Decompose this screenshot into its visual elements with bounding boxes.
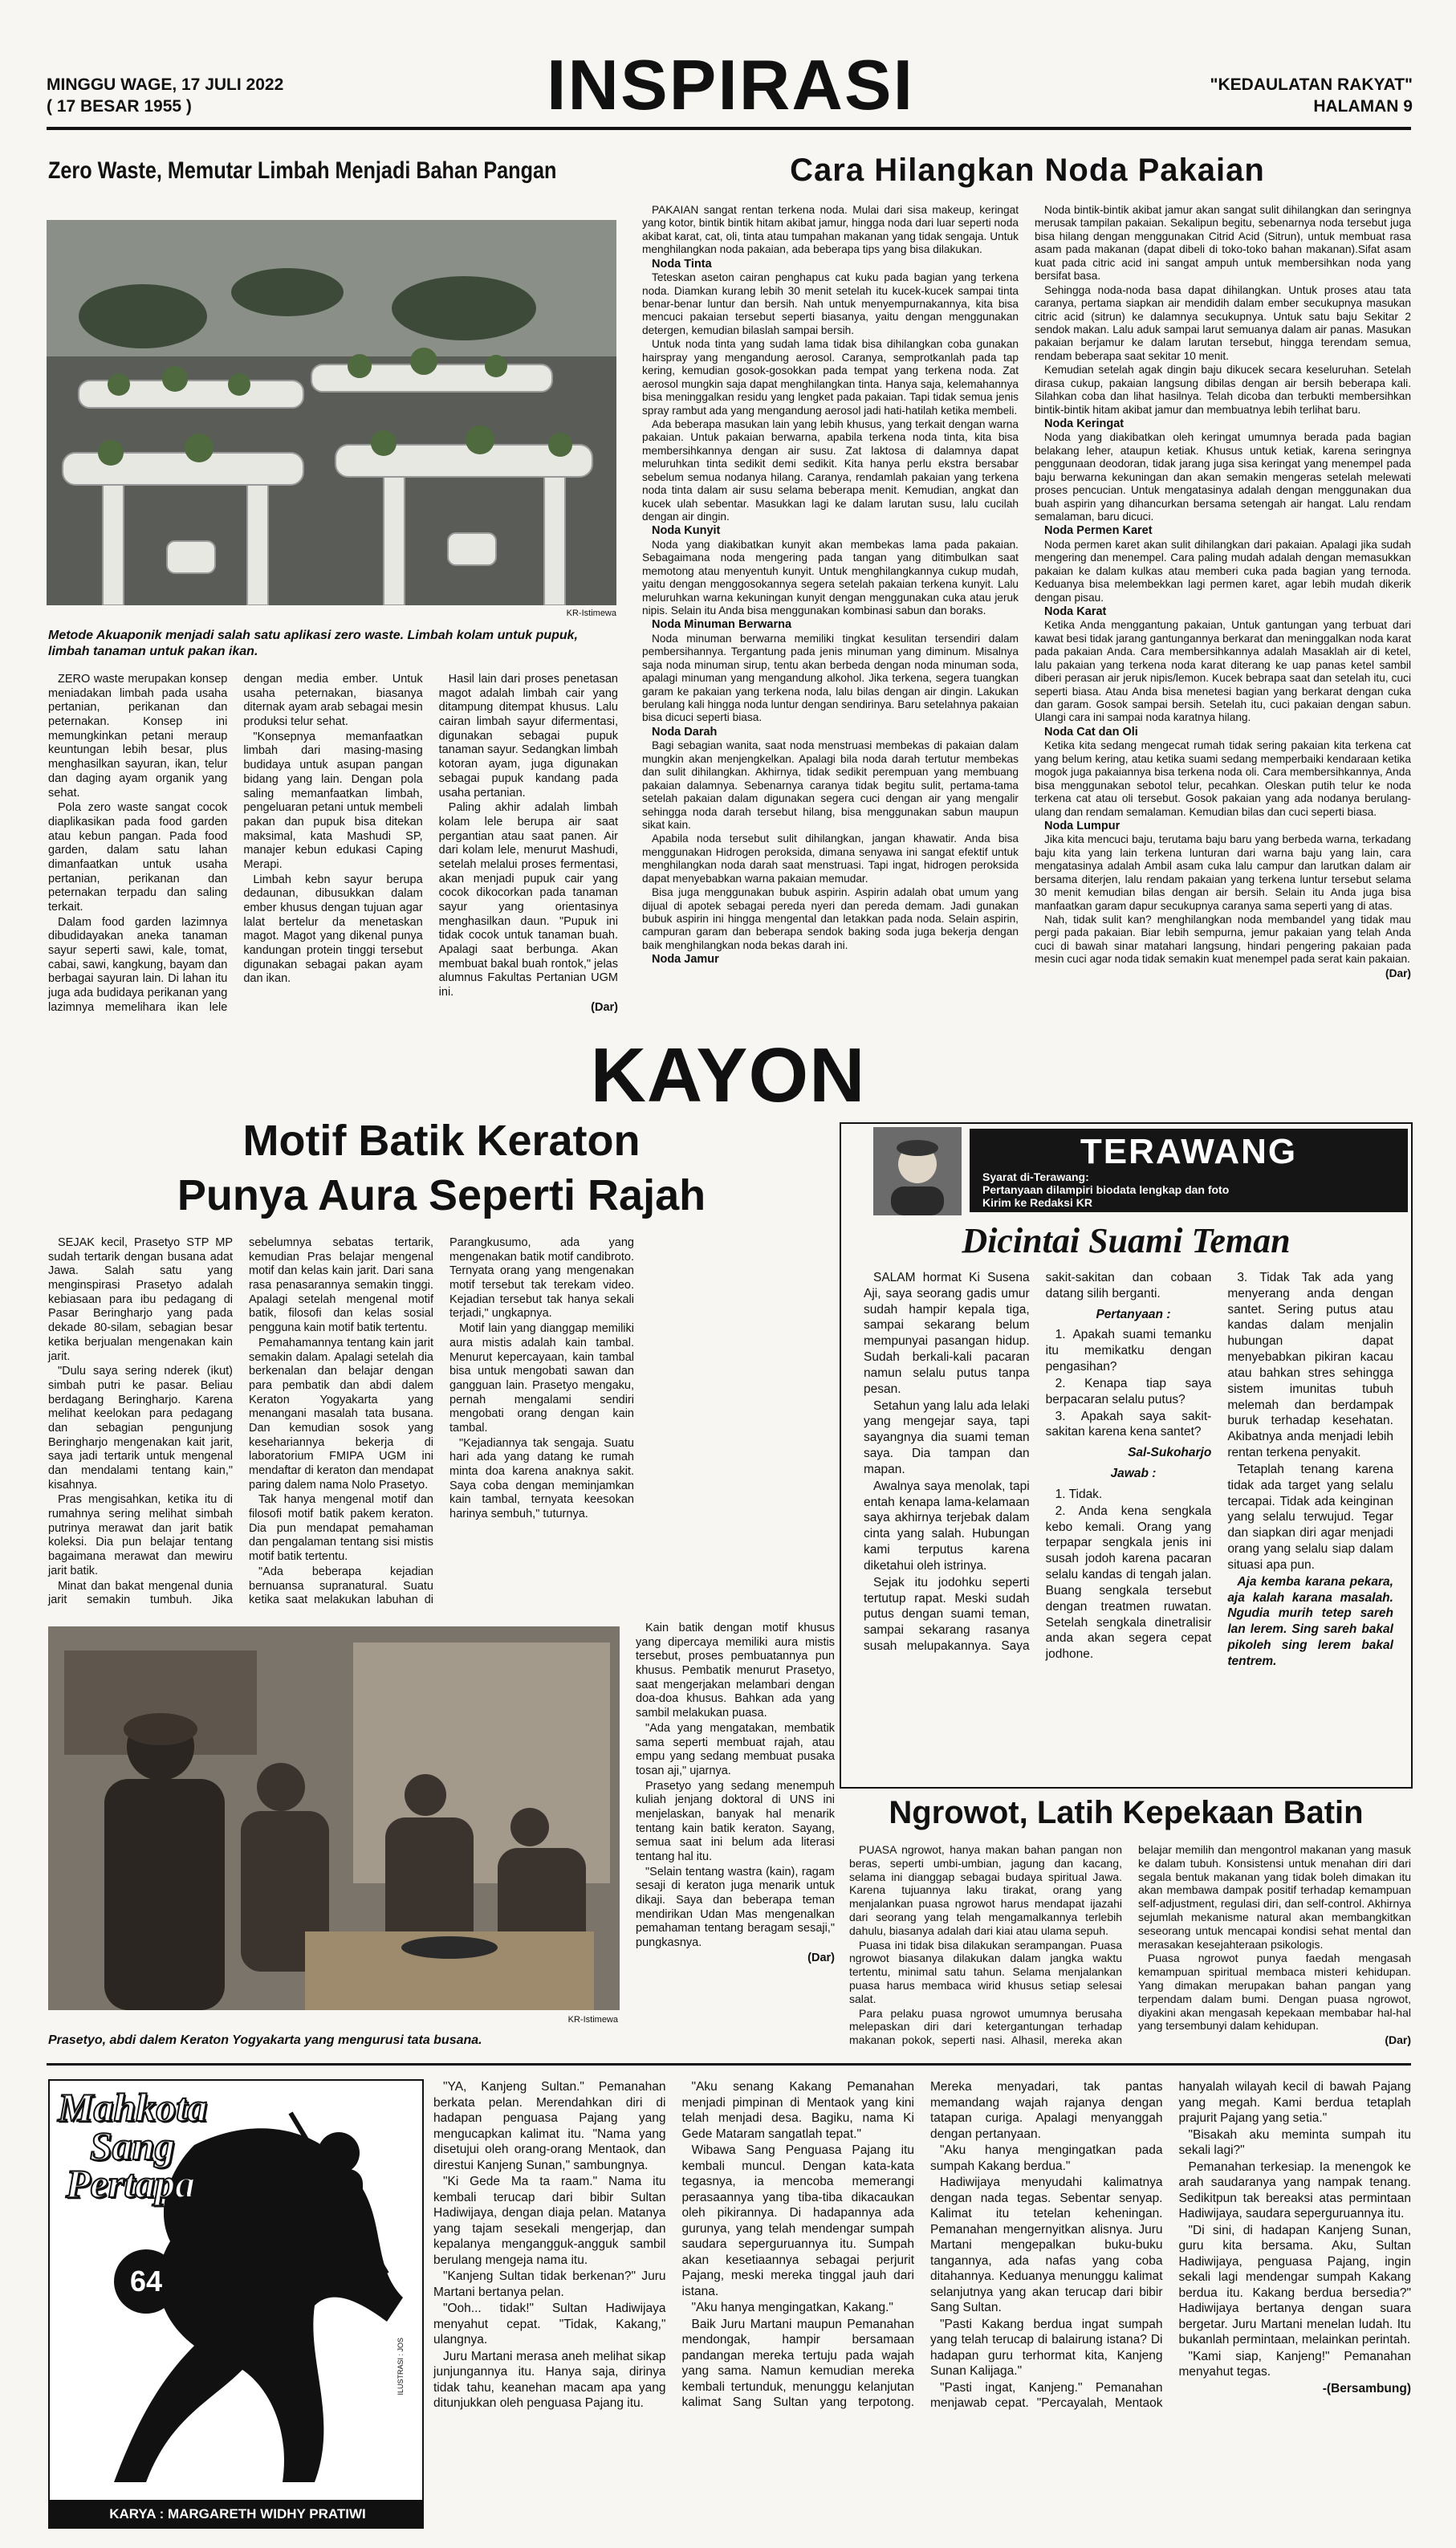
kayon-para: Minat dan bakat mengenal dunia jarit semakin tumbuh. Jika sebelumnya sebatas tertarik, kemudian Pras belajar mengenal motif dan kelas kain jarit. Dari sana rasa penasarannya semakin tinggi. Apalagi setelah mengenal motif batik, filosofi dan kelas sosial pengguna kain motif batik tertentu. xyxy=(48,1236,433,1607)
zero-para: Dalam food garden lazimnya dibudidayakan aneka tanaman sayur seperti sawi, kale, tomat, cabai, sawi, kangkung, bayam dan berbagai sayuran lain. Di lahan itu juga ada budidaya perikanan yang lazimnya memelihara ikan lele dengan media ember. Untuk usaha peternakan, biasanya diternak ayam arab sebagai mesin produksi telur sehat. xyxy=(48,673,423,1014)
ngrowot-para: Para pelaku puasa ngrowot umumnya berusaha melepaskan diri dari ketergantungan terhadap makanan pokok, seperti nasi. Alhasil, mereka akan belajar memilih dan mengontrol makanan yang masuk ke dalam tubuh. Konsistensi untuk menahan diri dari segala bentuk makanan yang tidak boleh dimakan itu akan membawa dampak positif terhadap kemampuan self-adjustment, regulasi diri, dan self-control. Akhirnya sejumlah mekanisme natural akan membangkitkan seseorang untuk mencapai kondisi sehat mental dan merasakan kesejahteraan psikologis. xyxy=(849,1843,1411,2047)
noda-intro: PAKAIAN sangat rentan terkena noda. Mulai dari sisa makeup, keringat yang kotor, bintik bintik hitam akibat jamur, hingga noda dari luar seperti noda akibat karat, cat, oli, tinta atau tumpahan makanan yang tidak sengaja. Untuk menghilangkan noda pakaian, ada beberapa tips yang bisa dilakukan. xyxy=(642,204,1019,256)
ngrowot-para: PUASA ngrowot, hanya makan bahan pangan non beras, seperti umbi-umbian, jagung dan kacang, selama ini dianggap sebagai budaya spiritual Jawa. Karena tujuannya laku tirakat, orang yang menjalankan puasa ngrowot harus mendapat ijazahi dari seorang yang telah mengamalkannya terlebih dahulu, biasanya adalah dari kiai atau ulama sepuh. xyxy=(849,1843,1122,1937)
zero-waste-title: Zero Waste, Memutar Limbah Menjadi Bahan Pangan xyxy=(48,157,557,184)
zero-para: ZERO waste merupakan konsep meniadakan limbah pada usaha pertanian, perikanan dan peternakan. Konsep ini memungkinkan petani meraup keuntungan lebih besar, plus menghasilkan sayuran, ikan, telur dan daging ayam organik yang sehat. xyxy=(48,673,228,800)
terawang-quote: Aja kemba karana pekara, aja kalah karana masalah. Ngudia murih tetep sareh lan lerem. Sing sareh bakal pikoleh sing lerem bakal tentrem. xyxy=(1227,1574,1393,1668)
kayon-photo-caption: Prasetyo, abdi dalem Keraton Yogyakarta yang mengurusi tata busana. xyxy=(48,2033,482,2047)
mahkota-para: "Bisakah aku meminta sumpah itu sekali lagi?" xyxy=(1178,2127,1411,2158)
aquaponic-illustration xyxy=(47,220,616,605)
noda-para: Untuk noda tinta yang sudah lama tidak bisa dihilangkan coba gunakan hairspray yang mengandung aerosol. Caranya, semprotkanlah pada tap kering, kemudian gosok-gosokkan pada tempat yang terkena noda. Zat aerosol mungkin saja dapat menghilangkan tinta. Hanya saja, kelemahannya bisa meninggalkan residu yang lengket pada pakaian. Tapi tidak semua jenis spray rambut ada yang mengandung aerosol jadi hati-hatilah ketika membeli. xyxy=(642,338,1019,417)
masthead-paper: "KEDAULATAN RAKYAT" HALAMAN 9 xyxy=(1210,75,1413,116)
ngrowot-title: Ngrowot, Latih Kepekaan Batin xyxy=(889,1795,1364,1830)
noda-para: Noda bintik-bintik akibat jamur akan sangat sulit dihilangkan dan seringnya merusak tampilan pakaian. Sekalipun begitu, sebenarnya noda tersebut juga bisa hilang dengan menggunakan Citrid Acid (Sitrun), untuk membuat rasa asam pada makanan (dapat dibeli di toko-toko bahan makanan).Sifat asam kuat pada citric acid ini sangat ampuh untuk membersihkan noda yang bersifat basa. xyxy=(1035,204,1411,283)
kayon-para: Kain batik dengan motif khusus yang dipercaya memiliki aura mistis tersebut, proses pembuatannya pun khusus. Pembatik menurut Prasetyo, saat mengerjakan melambari dengan doa-doa khusus. Bahkan ada yang sambil melakukan puasa. xyxy=(636,1622,835,1720)
terawang-syarat: Syarat di-Terawang: xyxy=(982,1170,1089,1184)
mahkota-para: "Aku hanya mengingatkan pada sumpah Kakang berdua." xyxy=(930,2143,1163,2173)
noda-title: Cara Hilangkan Noda Pakaian xyxy=(790,153,1265,188)
ngrowot-body xyxy=(849,1843,1411,2052)
kayon-title-2: Punya Aura Seperti Rajah xyxy=(177,1171,706,1219)
mahkota-para: Baik Juru Martani maupun Pemanahan mendongak, hampir bersamaan pandangan mereka tertuju pada wajah yang sama. Namun kemudian mereka kembali tertunduk, menunggu kelanjutan kalimat Sang Sultan yang terpotong. Mereka menyadari, tak pantas memandang wajah rajanya dengan tatapan curiga. Apalagi menyanggah dengan pertanyaan. xyxy=(681,2080,1163,2410)
zero-para: Hasil lain dari proses penetasan magot adalah limbah cair yang ditampung ditempat khusus. Lalu cairan limbah sayur difermentasi, digunakan sebagai pupuk tanaman sayur. Sedangkan limbah kotoran ayam, juga digunakan sebagai pupuk kandang pada usaha pertanian. xyxy=(438,673,618,800)
penanya: Sal-Sukoharjo xyxy=(1128,1446,1212,1460)
mahkota-para: Wibawa Sang Penguasa Pajang itu kembali muncul. Dengan kata-kata tegasnya, ia mencoba memerangi perasaannya yang tiba-tiba dikacaukan oleh pikirannya. Di hadapannya ada gurunya, yang telah mendengar sumpah saudara seperguruannya itu. Sumpah akan kesetiaannya sebagai perjurit Pajang, meski mereka tinggal jauh dari istana. xyxy=(681,2143,914,2298)
kayon-para: Prasetyo yang sedang menempuh kuliah jenjang doktoral di UNS ini menjelaskan, banyak hal menarik tentang kain batik keraton. Sayang, semua saat ini belum ada literasi tentang hal itu. xyxy=(636,1779,835,1863)
jawab-item: 2. Anda kena sengkala kebo kemali. Orang yang terpapar sengkala jenis ini susah jodoh karena pacaran selalu kandas di tengah jalan. Buang sengkala tersebut dengan treatmen ruwatan. Setelah sengkala dinetralisir anda akan segera cepat jodhone. xyxy=(1045,1504,1212,1662)
pertanyaan-item: 3. Apakah saya sakit-sakitan karena kena santet? xyxy=(1045,1409,1212,1439)
divider-bottom xyxy=(47,2063,1411,2066)
kayon-para: "Ada yang mengatakan, membatik sama seperti membuat rajah, atau empu yang sedang membuat pusaka tosan aji," ujarnya. xyxy=(636,1721,835,1777)
noda-para: Nah, tidak sulit kan? menghilangkan noda membandel yang tidak mau pergi pada pakaian. Biar lebih sempurna, jemur pakaian yang telah Anda cuci di bawah sinar matahari langsung, hindari pengering pakaian pada mesin cuci agar noda tidak semakin kuat menempel pada serat kain pakaian. xyxy=(1035,913,1411,966)
terawang-subtitle: Dicintai Suami Teman xyxy=(962,1221,1291,1260)
zero-para: "Konsepnya memanfaatkan limbah dari masing-masing budidaya untuk asupan pangan bidang yang lain. Dengan pola saling memanfaatkan limbah, pengeluaran petani untuk membeli pakan dan pupuk bisa ditekan maksimal, kata Mashudi SP, manajer kebun edukasi Caping Merapi. xyxy=(243,730,423,871)
noda-para: Noda yang diakibatkan kunyit akan membekas lama pada pakaian. Sebagaimana noda mengering pada tangan yang ditimbulkan saat memotong atau menyentuh kunyit. Untuk menghilangkannya cukup mudah, yaitu dengan menggosokannya segera setelah pakaian terkena kunyit. Lalu meluruhkan warna kekuningan kunyit dengan menggunakan cuka atau jeruk nipis. Selain itu Anda bisa menggunakan kombinasi sabun dan boraks. xyxy=(642,538,1019,617)
pertanyaan-item: 2. Kenapa tiap saya berpacaran selalu putus? xyxy=(1045,1376,1212,1406)
terawang-title: TERAWANG xyxy=(1080,1132,1298,1171)
noda-para: Noda permen karet akan sulit dihilangkan dari pakaian. Apalagi jika sudah mengering dan menempel. Cara paling mudah adalah dengan memasukkan pakaian ke dalam kulkas atau memberi cuka pada bagian yang ternoda. Keduanya bisa melembekkan lagi permen karet, agar lebih mudah dikerik dengan pisau. xyxy=(1035,538,1411,604)
mahkota-para: Juru Martani merasa aneh melihat sikap junjungannya itu. Hanya saja, dirinya tidak tahu, keanehan macam apa yang ditunjukkan oleh penguasa Pajang itu. xyxy=(433,2349,666,2411)
noda-heading: Noda Keringat xyxy=(1044,417,1125,430)
ngrowot-signature: (Dar) xyxy=(1385,2033,1411,2047)
zero-photo-credit: KR-Istimewa xyxy=(566,609,616,618)
terawang-banner xyxy=(970,1129,1408,1212)
person-icon xyxy=(873,1127,962,1215)
mahkota-para: "Pasti ingat, Kanjeng." Pemanahan menjawab cepat. "Percayalah, Mentaok hanyalah wilayah kecil di bawah Pajang yang megah. Kami berdua tetaplah prajurit Pajang yang setia." xyxy=(930,2080,1411,2411)
noda-para: Sehingga noda-noda basa dapat dihilangkan. Untuk proses atau tata caranya, pertama siapkan air mendidih dalam ember secukupnya masukan citric acid (sitrun) ke dalamnya secukupnya. Untuk satu baju Sekitar 2 sendok makan. Lalu aduk sampai larut semuanya dalam air panas. Masukan pakaian berjamur ke dalam larutan tersebut, hingga terendam semua, rendam beberapa saat sekitar 10 menit. xyxy=(1035,283,1411,362)
mahkota-para: "YA, Kanjeng Sultan." Pemanahan berkata pelan. Merendahkan diri di hadapan penguasa Pajang yang mengucapkan kalimat itu. "Nama yang disetujui oleh orang-orang Mentaok, dan direstui Kanjeng Sunan," sambungnya. xyxy=(433,2080,666,2172)
mahkota-para: "Kami siap, Kanjeng!" Pemanahan menyahut tegas. xyxy=(1178,2349,1411,2379)
mahkota-para: "Pasti Kakang berdua ingat sumpah yang telah terucap di balairung istana? Di hadapan guru terhormat kita, Kanjeng Sunan Kalijaga." xyxy=(930,2317,1163,2379)
zero-waste-body xyxy=(48,673,618,1074)
zero-para: Limbah kebn sayur berupa dedaunan, dibusukkan dalam ember khusus dengan tujuan agar lalat bertelur da menetaskan magot. Magot yang dikenal punya kandungan protein tinggi tersebut digunakan sebagai pakan ayam dan ikan. xyxy=(243,873,423,986)
masthead-rule xyxy=(47,127,1411,130)
noda-para: Ada beberapa masukan lain yang lebih khusus, yang terkait dengan warna pakaian. Untuk pakaian berwarna, apabila terkena noda tinta, kita bisa membersihkannya dengan air susu. Zat laktosa di dalamnya dapat meluruhkan tinta sedikit demi sedikit. Kita hanya perlu ekstra bersabar sebelum semua nodanya hilang. Caranya, rendamlah pakaian yang terkena noda tinta dalam air susu selama beberapa menit. Kemudian, angkat dan kucek ulah sebentar. Masukkan lagi ke dalam larutan susu, lalu cucilah dengan air dingin. xyxy=(642,417,1019,523)
jawab-heading: Jawab : xyxy=(1110,1467,1157,1481)
ngrowot-para: Puasa ini tidak bisa dilakukan serampangan. Puasa ngrowot biasanya dilakukan dalam jangka waktu tertentu, minimal satu tahun. Selama menjalankan puasa harus membaca wirid khusus setiap selesai salat. xyxy=(849,1938,1122,2005)
noda-signature: (Dar) xyxy=(1385,967,1411,979)
zero-para: Paling akhir adalah limbah kolam lele berupa air saat pergantian atau saat panen. Air dari kolam lele, menurut Mashudi, setelah melalui proses fermentasi, akan menjadi pupuk cair yang cocok dikocorkan pada tanaman sayur yang orientasinya menghasilkan daun. "Pupuk ini tidak cocok untuk tanaman buah. Apalagi saat berbunga. Akan membuat bakal buah rontok," jelas alumnus Fakultas Pertanian UGM ini. xyxy=(438,801,618,999)
noda-heading: Noda Cat dan Oli xyxy=(1044,725,1138,739)
jawab-item: Tetaplah tenang karena tidak ada target yang selalu tercapai. Tidak ada keinginan yang selalu terwujud. Tegar dan siapkan diri agar menjadi orang yang selalu siap dalam situasi apa pun. xyxy=(1227,1462,1393,1572)
kayon-title-1: Motif Batik Keraton xyxy=(242,1117,641,1165)
kayon-section: KAYON xyxy=(590,1032,866,1118)
episode-number: 64 xyxy=(129,2265,163,2298)
noda-para: Teteskan aseton cairan penghapus cat kuku pada bagian yang terkena noda. Diamkan kurang lebih 30 menit setelah itu kucek-kucek sampai tinta benar-benar luntur dan bersih. Nah untuk menyempurnakannya, kita bisa mencuci pakaian tersebut seperti biasanya, yaitu dengan menggunakan detergen, kemudian bilaslah sampai bersih. xyxy=(642,271,1019,336)
terawang-box xyxy=(840,1122,1413,1789)
noda-heading: Noda Permen Karet xyxy=(1044,524,1153,538)
masthead-date: MINGGU WAGE, 17 JULI 2022 ( 17 BESAR 1955 ) xyxy=(47,75,284,116)
mahkota-title: Mahkota Sang Pertapa xyxy=(58,2085,208,2206)
mahkota-para: "Aku hanya mengingatkan, Kakang." xyxy=(691,2301,893,2315)
noda-heading: Noda Darah xyxy=(652,725,718,739)
noda-heading: Noda Karat xyxy=(1044,605,1107,619)
noda-para: Apabila noda tersebut sulit dihilangkan, jangan khawatir. Anda bisa menggunakan Hidrogen peroksida, dimana senyawa ini sangat efektif untuk menghilangkan noda darah saat menstruasi. Tapi ingat, hidrogen peroksida dapat menyebabkan warna pakaian memudar. xyxy=(642,832,1019,885)
pertanyaan-heading: Pertanyaan : xyxy=(1096,1307,1171,1321)
kayon-para: "Kejadiannya tak sengaja. Suatu hari ada yang datang ke rumah minta doa karena anaknya sakit. Saya coba dengan meminjamkan kain tambal, ternyata keesokan harinya sembuh," tuturnya. xyxy=(449,1436,634,1521)
terawang-syarat-2: Pertanyaan dilampiri biodata lengkap dan foto xyxy=(982,1183,1230,1197)
noda-heading: Noda Kunyit xyxy=(652,524,721,538)
kayon-para: Pemahamannya tentang kain jarit semakin dalam. Apalagi setelah dia berkenalan dan belajar dengan para pembatik dan abdi dalem Keraton Yogyakarta yang menangani masalah tata busana. Dan kemudian sosok yang kesehariannya bekerja di laboratorium FMIPA UGM ini mendaftar di keraton dan mendapat paring dalem nama Nolo Prasetyo. xyxy=(249,1336,433,1492)
kayon-para: Tak hanya mengenal motif dan filosofi motif batik pakem keraton. Dia pun mendapat pemahaman dan pengalaman tentang sisi mistis motif batik tertentu. xyxy=(249,1493,433,1564)
kayon-para: "Selain tentang wastra (kain), ragam sesaji di keraton juga menarik untuk dikaji. Saya dan beberapa teman mendirikan Udan Mas mengenalkan pemahaman tentang beragam sesaji," pungkasnya. xyxy=(636,1865,835,1950)
kayon-body-top xyxy=(48,1236,835,1617)
mahkota-body xyxy=(433,2079,1411,2537)
kayon-body-right xyxy=(636,1622,835,2055)
mahkota-para: "Di sini, di hadapan Kanjeng Sunan, guru kita bersama. Aku, Sultan Hadiwijaya, penguasa Pajang, ingin sekali lagi mendengar sumpah Kakang berdua itu. Kakang berdua bersedia?" Hadiwijaya bertanya dengan suara bergetar. Juru Martani menelan ludah. Itu bukanlah permintaan, melainkan perintah. xyxy=(1178,2223,1411,2347)
prasetyo-illustration xyxy=(48,1626,620,2010)
kayon-para: Pras mengisahkan, ketika itu di rumahnya sering melihat simbah putrinya merawat dan jarit batik koleksi. Dia pun belajar tentang bagaimana merawat dan mewiru jarit batik. xyxy=(48,1493,233,1577)
terawang-letter: Setahun yang lalu ada lelaki yang mengejar saya, tapi sayangnya dia suami teman saya. Dia tampan dan mapan. xyxy=(864,1398,1030,1476)
noda-heading: Noda Minuman Berwarna xyxy=(652,618,792,632)
noda-para: Noda minuman berwarna memiliki tingkat kesulitan tersendiri dalam pembersihannya. Tergantung pada jenis minuman yang diminum. Misalnya saja noda minuman sirup, tentu akan berbeda dengan noda minuman soda, apalagi minuman yang mengandung alkohol. Jika terkena, segera tuangkan garam ke pakaian yang terkena noda, lalu bilas dengan air dingin. Lakukan berulang kali hingga noda luntur dengan sendirinya. Baru setelahnya pakaian bisa dicuci seperti biasa. xyxy=(642,632,1019,724)
zero-para: Pola zero waste sangat cocok diaplikasikan pada food garden atau kebun pangan. Pada food garden, dalam satu lahan dimanfaatkan untuk usaha pertanian, perikanan dan peternakan terpadu dan saling terkait. xyxy=(48,801,228,914)
noda-para: Ketika kita sedang mengecat rumah tidak sering pakaian kita terkena cat yang belum kering, atau ketika suami sedang memperbaiki kendaraan ketika mogok juga pakaiannya bisa terkena noda oli. Cara membersihkannya, Anda bisa menggunakan sebotol telur, pecahkan. Oleskan putih telur ke noda terkena cat atau oli tersebut. Gosok pakaian yang ada nodanya berulang-ulang dan rendam semalaman. Kemudian bilas dan cuci seperti biasa. xyxy=(1035,739,1411,818)
mahkota-para: "Ooh... tidak!" Sultan Hadiwijaya menyahut cepat. "Tidak, Kakang," ulangnya. xyxy=(433,2302,666,2347)
kayon-photo-credit: KR-Istimewa xyxy=(567,2015,618,2025)
noda-heading: Noda Tinta xyxy=(652,257,712,271)
zero-signature: (Dar) xyxy=(591,1000,618,1014)
noda-para: Ketika Anda menggantung pakaian, Untuk gantungan yang terbuat dari kawat besi tidak jarang gantungannya berkarat dan meninggalkan noda karat pada pakaian Anda. Cara membersihkannya adalah Masaklah air di ketel, lalu pakaian yang terkena noda karat diterang ke uap panas ketel sambil diberi perasan air jeruk nipis/lemon. Kucek bebrapa saat dan setelah itu, cuci seperti biasa. Atau Anda bisa menetesi bagian yang berkarat dengan cuka dan garam. Gosok sampai bersih. Setelah itu, cuci pakaian dengan sabun. Ulangi cara ini sampai noda karatnya hilang. xyxy=(1035,619,1411,724)
illustrator-credit: ILUSTRASI : JOS xyxy=(397,2338,405,2395)
mahkota-para: "Kanjeng Sultan tidak berkenan?" Juru Martani bertanya pelan. xyxy=(433,2269,666,2299)
episode-badge xyxy=(114,2249,178,2314)
mahkota-para: Hadiwijaya menyudahi kalimatnya dengan nada tegas. Sebentar senyap. Kalimat itu tetelan keheningan. Pemanahan mengernyitkan alisnya. Juru Martani mengepalkan buku-buku tangannya, ada nafas yang coba ditahannya. Keduanya menunggu kalimat selanjutnya yang akan terucap dari bibir Sang Sultan. xyxy=(930,2176,1163,2315)
noda-para: Jika kita mencuci baju, terutama baju baru yang berbeda warna, terkadang baju kita yang lain terkena lunturan dari warna baju yang lain, cara mengatasinya adalah Ambil asam cuka lalu campur dan larutkan dalam air bersama diterjen, lalu rendam pakaian yang terkena luntur tersebut selama 30 menit kemudian bilas dengan air bersih. Selain itu Anda juga bisa manfaatkan garam dapur secukupnya caranya sama seperti yang di atas. xyxy=(1035,833,1411,912)
terawang-body xyxy=(864,1270,1393,1776)
jawab-item: 3. Tidak Tak ada yang menyerang anda dengan santet. Sering putus atau kandas dalam menjalin hubungan dapat menyebabkan pikiran kacau atau bahkan stres sehingga sistem imunitas tubuh melemah dan berdampak buruk terhadap kesehatan. Akibatnya anda menjadi lebih rentan terkena penyakit. xyxy=(1227,1271,1393,1460)
mahkota-para: "Ki Gede Ma ta raam." Nama itu kembali terucap dari bibir Sultan Hadiwijaya, dengan diaja pelan. Matanya yang tajam sesekali mengerjap, dan kepalanya mengangguk-angguk sambil berulang mengeja nama itu. xyxy=(433,2175,666,2267)
aquaponic-photo xyxy=(47,220,616,605)
terawang-letter: Awalnya saya menolak, tapi entah kenapa lama-kelamaan saya akhirnya terjebak dalam cinta yang salah. Hubungan kami terputus karena diketahui oleh istrinya. xyxy=(864,1479,1030,1573)
ngrowot-para: Puasa ngrowot punya faedah mengasah kemampuan spiritual membaca misteri kehidupan. Yang dimakan merupakan bahan pangan yang terpendam dalam bumi. Dengan puasa ngrowot, diyakini akan mengasah kepekaan membabar hal-hal yang tersembunyi dalam kehidupan. xyxy=(1138,1952,1411,2033)
prasetyo-photo xyxy=(48,1626,620,2010)
noda-para: Bagi sebagian wanita, saat noda menstruasi membekas di pakaian dalam mungkin akan menjengkelkan. Apalagi bila noda darah tertutur membekas dan sulit dihilangkan. Akhirnya, tidak sedikit perempuan yang membuang pakaian dalamnya. Sebenarnya caranya tidak begitu sulit, pertama-tama setelah pakaian dalam digunakan segera cuci dengan air yang mengalir sehingga noda darah tersebut hilang, bisa menggunakan sabun maupun sikat kain. xyxy=(642,739,1019,831)
noda-heading: Noda Lumpur xyxy=(1044,819,1120,832)
kayon-para: "Dulu saya sering nderek (ikut) simbah putri ke pasar. Beliau berdagang Beringharjo. Karena melihat keelokan para pedagang dan sebagian pengunjung Beringharjo mengenakan kait jarit, saya jadi tertarik untuk mengenal dan mendalami tentang kain," kisahnya. xyxy=(48,1365,233,1492)
kayon-para: Motif lain yang dianggap memiliki aura mistis adalah kain tambal. Menurut kepercayaan, kain tambal bisa untuk mengobati sawan dan gangguan lain. Prasetyo mengaku, pernah mengalami sendiri mengobati orang dengan kain tambal. xyxy=(449,1322,634,1435)
mahkota-author: KARYA : MARGARETH WIDHY PRATIWI xyxy=(50,2500,424,2529)
pertanyaan-item: 1. Apakah suami temanku itu memikatku dengan pengasihan? xyxy=(1045,1328,1212,1374)
masthead-title: INSPIRASI xyxy=(546,45,915,124)
terawang-kirim: Kirim ke Redaksi KR xyxy=(982,1196,1092,1210)
mahkota-panel xyxy=(48,2079,424,2529)
noda-body xyxy=(642,204,1411,1031)
kayon-signature: (Dar) xyxy=(807,1951,835,1964)
noda-para: Noda yang diakibatkan oleh keringat umumnya berada pada bagian belakang leher, ataupun ketiak. Khusus untuk ketiak, karena seringnya penggunaan deodoran, tidak jarang juga sisa keringat yang menempel pada baju berwarna kekuningan dan akan semakin mengeras setelah melewati proses pencucian. Untuk mengatasinya adalah dengan menggunakan dua buah aspirin yang dihancurkan bersama setengah air hangat. Lalu rendam semalaman, baru dicuci. xyxy=(1035,431,1411,523)
zero-photo-caption: Metode Akuaponik menjadi salah satu aplikasi zero waste. Limbah kolam untuk pupuk, limbah tanaman untuk pakan ikan. xyxy=(48,629,578,658)
noda-para: Bisa juga menggunakan bubuk aspirin. Aspirin adalah obat umum yang dijual di apotek sebagai pereda nyeri dan pereda demam. Jadi gunakan bubuk aspirin ini hingga mengental dan letakkan pada noda. Selain aspirin, campuran garam dan beberapa sendok baking soda juga bekerja dengan baik menghilangkan noda bekas darah ini. xyxy=(642,886,1019,951)
kayon-para: SEJAK kecil, Prasetyo STP MP sudah tertarik dengan busana adat Jawa. Salah satu yang menginspirasi Prasetyo adalah kebiasaan para ibu pedagang di Pasar Beringharjo yang pada dekade 80-silam, sebagian besar ketika berjualan mengenakan kain jarit. xyxy=(48,1236,233,1363)
terawang-avatar xyxy=(873,1127,962,1215)
kayon-para: "Ada beberapa kejadian bernuansa supranatural. Suatu ketika saat melakukan labuhan di Parangkusumo, ada yang mengenakan batik motif candibroto. Ternyata orang yang mengenakan motif tersebut tak terekam video. Kejadian tersebut tak hanya sekali terjadi," ungkapnya. xyxy=(249,1236,634,1607)
mahkota-signature: -(Bersambung) xyxy=(1322,2381,1411,2395)
mahkota-para: Pemanahan terkesiap. Ia menengok ke arah saudaranya yang nampak tenang. Sedikitpun tak bereaksi atas permintaan Hadiwijaya, saudara seperguruannya itu. xyxy=(1178,2159,1411,2221)
mahkota-para: "Aku senang Kakang Pemanahan menjadi pimpinan di Mentaok yang kini telah menjadi desa. Bagiku, nama Ki Gede Mataram sangatlah tepat." xyxy=(681,2080,914,2141)
noda-para: Kemudian setelah agak dingin baju dikucek secara keseluruhan. Setelah dirasa cukup, pakaian langsung dibilas dengan air bersih beberapa kali. Silahkan coba dan lihat hasilnya. Telah dicoba dan terbukti membersihkan bintik-bintik hitam akibat jamur dan membuatnya lebih terlihat baru. xyxy=(1035,364,1411,416)
jawab-item: 1. Tidak. xyxy=(1055,1487,1103,1501)
terawang-letter: SALAM hormat Ki Susena Aji, saya seorang gadis umur sudah hampir kepala tiga, sampai sekarang belum mempunyai pasangan hidup. Sudah berkali-kali pacaran namun selalu putus tanpa pesan. xyxy=(864,1271,1030,1396)
noda-heading: Noda Jamur xyxy=(652,953,719,967)
terawang-letter: Sejak itu jodohku seperti tertutup rapat. Meski sudah putus dengan suami teman, sampai sekarang rasanya susah melupakannya. Saya sakit-sakitan dan cobaan datang silih berganti. xyxy=(864,1271,1212,1654)
